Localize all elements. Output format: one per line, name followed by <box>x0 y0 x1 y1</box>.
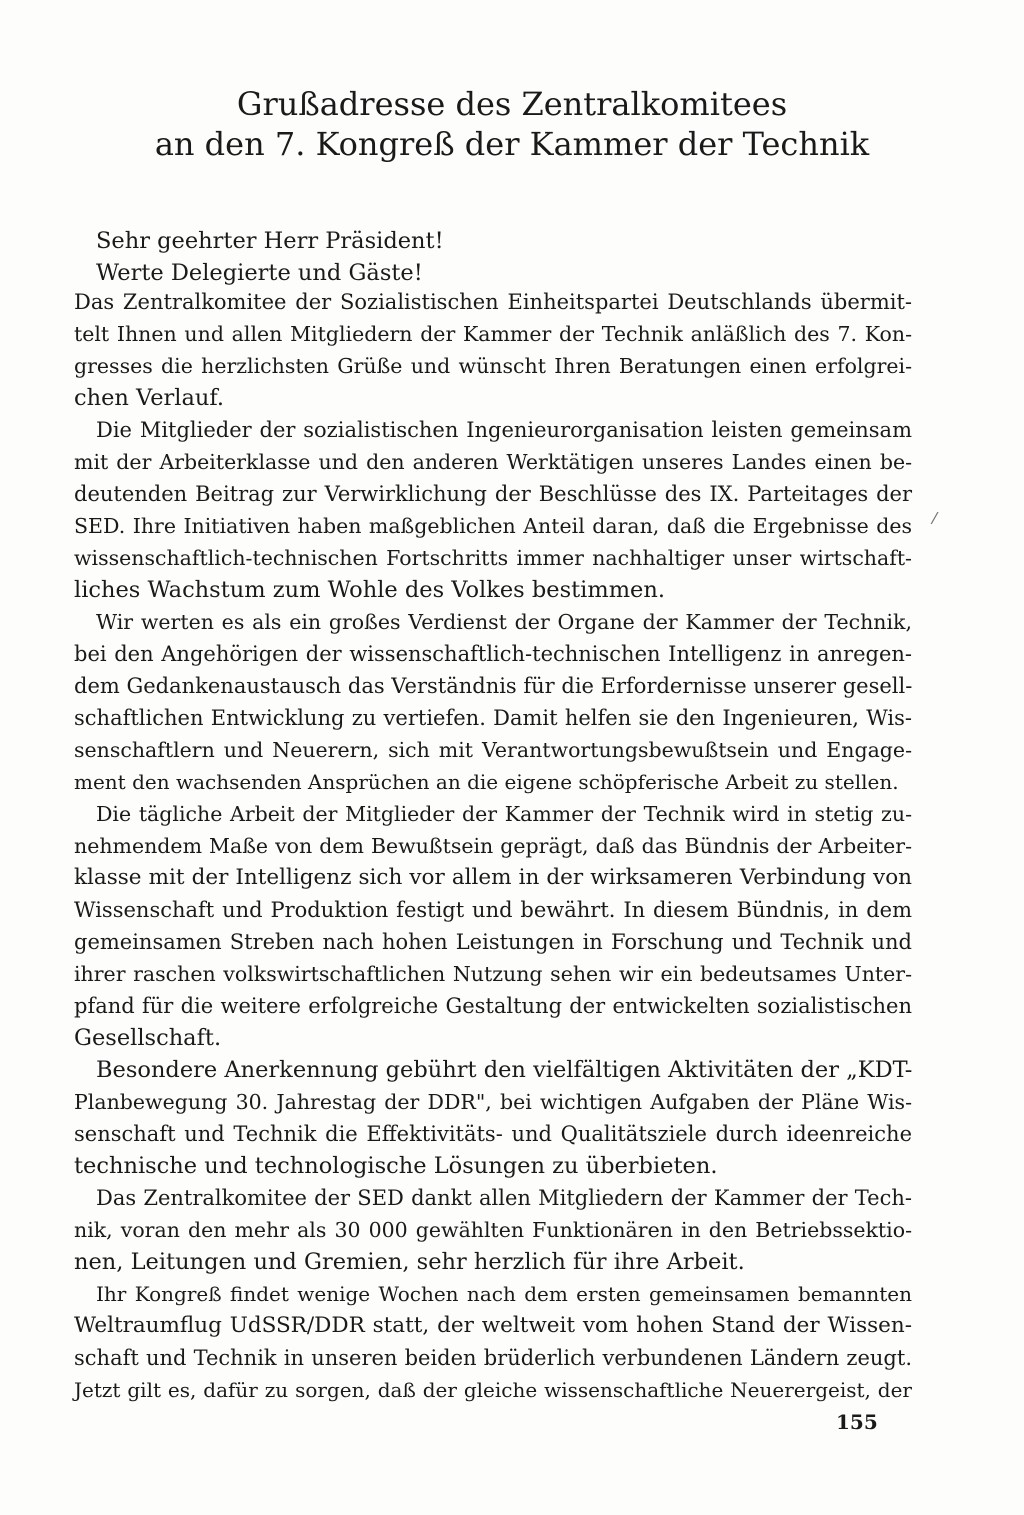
body-line: Jetzt gilt es, dafür zu sorgen, daß der gleiche wissenschaftliche Neuerergeist, der <box>74 1378 912 1402</box>
body-line: Wissenschaft und Produktion festigt und bewährt. In diesem Bündnis, in dem <box>74 898 912 922</box>
page-number: 155 <box>836 1410 878 1434</box>
salutation-line-2: Werte Delegierte und Gäste! <box>96 260 423 286</box>
body-line: technische und technologische Lösungen zu überbieten. <box>74 1153 718 1179</box>
body-line: telt Ihnen und allen Mitgliedern der Kammer der Technik anläßlich des 7. Kon- <box>74 322 912 346</box>
body-line: Wir werten es als ein großes Verdienst der Organe der Kammer der Technik, <box>96 610 912 634</box>
salutation-line-1: Sehr geehrter Herr Präsident! <box>96 228 444 254</box>
body-line: Gesellschaft. <box>74 1025 222 1051</box>
margin-mark: / <box>930 507 940 528</box>
body-line: bei den Angehörigen der wissenschaftlich-technischen Intelligenz in anregen- <box>74 642 912 666</box>
body-line: deutenden Beitrag zur Verwirklichung der Beschlüsse des IX. Parteitages der <box>74 482 912 506</box>
body-line: Weltraumflug UdSSR/DDR statt, der weltweit vom hohen Stand der Wissen- <box>74 1313 912 1338</box>
body-line: SED. Ihre Initiativen haben maßgeblichen Anteil daran, daß die Ergebnisse des <box>74 514 912 538</box>
body-line: Die tägliche Arbeit der Mitglieder der Kammer der Technik wird in stetig zu- <box>96 802 912 826</box>
body-line: Das Zentralkomitee der SED dankt allen Mitgliedern der Kammer der Tech- <box>96 1186 912 1210</box>
body-line: gresses die herzlichsten Grüße und wünscht Ihren Beratungen einen erfolgrei- <box>74 354 912 378</box>
body-line: liches Wachstum zum Wohle des Volkes bestimmen. <box>74 577 665 603</box>
body-line: dem Gedankenaustausch das Verständnis für die Erfordernisse unserer gesell- <box>74 674 913 698</box>
body-line: wissenschaftlich-technischen Fortschritts immer nachhaltiger unser wirtschaft- <box>74 546 912 570</box>
title-line-2: an den 7. Kongreß der Kammer der Technik <box>154 125 870 163</box>
body-line: senschaft und Technik die Effektivitäts- und Qualitätsziele durch ideenreiche <box>74 1122 912 1146</box>
body-line: schaftlichen Entwicklung zu vertiefen. Damit helfen sie den Ingenieuren, Wis- <box>74 706 912 730</box>
body-line: nen, Leitungen und Gremien, sehr herzlich für ihre Arbeit. <box>74 1249 745 1275</box>
body-line: chen Verlauf. <box>74 385 225 411</box>
body-line: Das Zentralkomitee der Sozialistischen Einheitspartei Deutschlands übermit- <box>74 290 912 314</box>
body-line: pfand für die weitere erfolgreiche Gestaltung der entwickelten sozialistischen <box>74 994 912 1018</box>
body-line: Besondere Anerkennung gebührt den vielfältigen Aktivitäten der „KDT- <box>96 1057 913 1083</box>
body-line: schaft und Technik in unseren beiden brüderlich verbundenen Ländern zeugt. <box>74 1346 912 1370</box>
body-line: Planbewegung 30. Jahrestag der DDR", bei wichtigen Aufgaben der Pläne Wis- <box>74 1090 912 1114</box>
title-line-1: Grußadresse des Zentralkomitees <box>236 85 788 123</box>
body-line: nik, voran den mehr als 30 000 gewählten Funktionären in den Betriebssektio- <box>74 1218 912 1242</box>
body-line: Ihr Kongreß findet wenige Wochen nach dem ersten gemeinsamen bemannten <box>96 1282 912 1306</box>
body-line: nehmendem Maße von dem Bewußtsein geprägt, daß das Bündnis der Arbeiter- <box>74 834 912 858</box>
body-line: ihrer raschen volkswirtschaftlichen Nutzung sehen wir ein bedeutsames Unter- <box>74 962 912 986</box>
body-line: klasse mit der Intelligenz sich vor allem in der wirksameren Verbindung von <box>74 865 912 890</box>
body-line: Die Mitglieder der sozialistischen Ingenieurorganisation leisten gemeinsam <box>96 418 912 442</box>
body-line: gemeinsamen Streben nach hohen Leistungen in Forschung und Technik und <box>74 930 912 954</box>
body-line: ment den wachsenden Ansprüchen an die eigene schöpferische Arbeit zu stellen. <box>74 770 899 794</box>
body-line: senschaftlern und Neuerern, sich mit Verantwortungsbewußtsein und Engage- <box>74 738 912 762</box>
body-line: mit der Arbeiterklasse und den anderen Werktätigen unseres Landes einen be- <box>74 450 912 474</box>
